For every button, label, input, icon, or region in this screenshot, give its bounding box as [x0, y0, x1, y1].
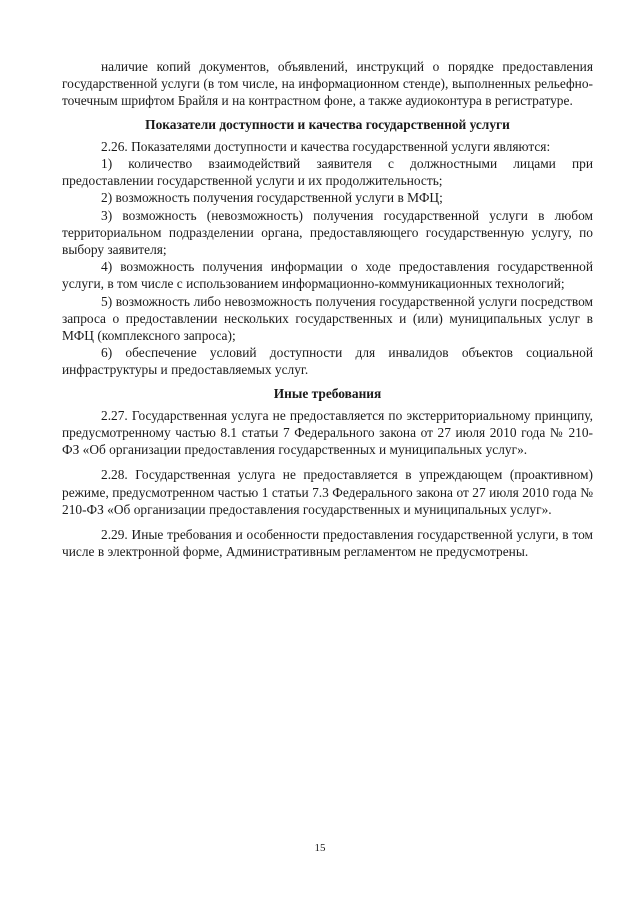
list-item-2: 2) возможность получения государственной услуги в МФЦ; [101, 190, 443, 206]
page-body [62, 58, 593, 560]
list-item-3: 3) возможность (невозможность) получения государственной услуги в любом территориальном подразделении органа, предоставляющего государственную услугу, по выбору заявителя; [62, 207, 593, 258]
section-heading-other-requirements: Иные требования [273, 385, 382, 401]
paragraph-2-26: 2.26. Показателями доступности и качества государственной услуги являются: [101, 138, 551, 154]
intro-paragraph: наличие копий документов, объявлений, инструкций о порядке предоставления государственной услуги (в том числе, на информационном стенде), выполненных рельефно-точечным шрифтом Брайля и на контрастном фоне, а также аудиоконтура в регистратуре. [62, 59, 593, 109]
paragraph-2-29: 2.29. Иные требования и особенности предоставления государственной услуги, в том числе в электронной форме, Административным регламентом не предусмотрены. [62, 527, 593, 560]
paragraph-2-27: 2.27. Государственная услуга не предоставляется по экстерриториальному принципу, предусмотренному частью 8.1 статьи 7 Федерального закона от 27 июля 2010 года № 210-ФЗ «Об организации предоставления государственных и муниципальных услуг». [62, 407, 593, 458]
list-item-4: 4) возможность получения информации о ходе предоставления государственной услуги, в том числе с использованием информационно-коммуникационных технологий; [62, 259, 593, 292]
page-number: 15 [314, 842, 326, 854]
list-item-5: 5) возможность либо невозможность получения государственной услуги посредством запроса о предоставлении нескольких государственных и (или) муниципальных услуг в МФЦ (комплексного запроса); [62, 293, 593, 344]
paragraph-2-28: 2.28. Государственная услуга не предоставляется в упреждающем (проактивном) режиме, предусмотренном частью 1 статьи 7.3 Федерального закона от 27 июля 2010 года № 210-ФЗ «Об организации предоставления государственных и муниципальных услуг». [62, 467, 593, 517]
section-heading-accessibility: Показатели доступности и качества государственной услуги [145, 116, 510, 132]
list-item-1: 1) количество взаимодействий заявителя с должностными лицами при предоставлении государственной услуги и их продолжительность; [62, 156, 593, 189]
list-item-6: 6) обеспечение условий доступности для инвалидов объектов социальной инфраструктуры и предоставляемых услуг. [62, 345, 593, 378]
